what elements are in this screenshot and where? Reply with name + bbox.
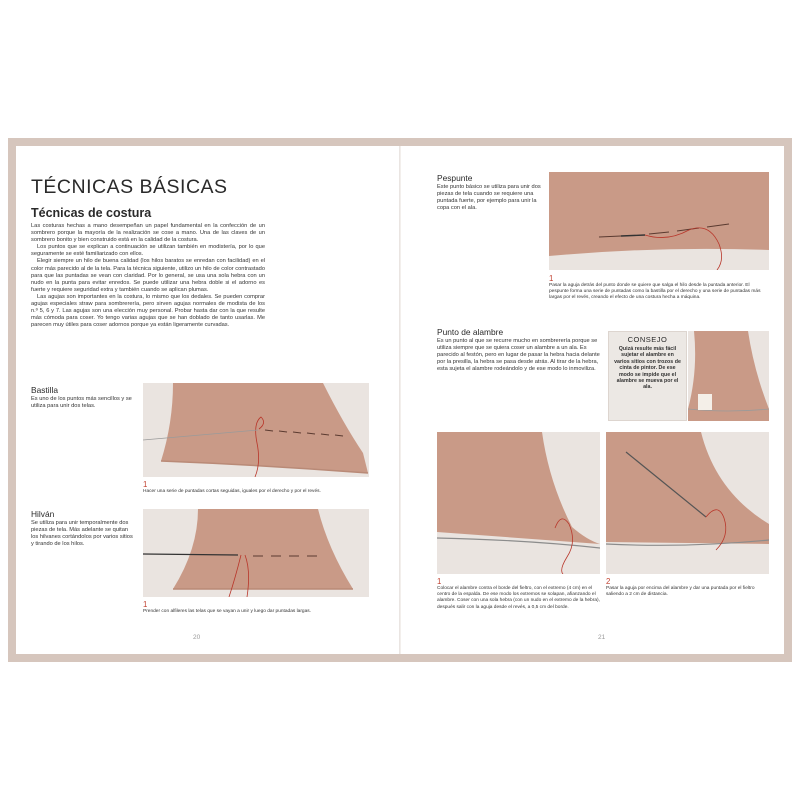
intro-paragraph: Los puntos que se explican a continuación se utilizan también en modistería, por lo que seguramente se esté familiarizado con ellos. <box>31 244 265 258</box>
alambre-text: Es un punto al que se recurre mucho en sombrerería porque se utiliza siempre que se quiera coser un alambre a un ala. Es parecido al festón, pero en lugar de pasar la hebra hacia delante por la presilla, la hebra se pasa desde atrás. Al tirar de la hebra, esta sujeta el alambre rodeándolo y de ese modo lo inmoviliza. <box>437 338 600 373</box>
pespunte-caption: Pasar la aguja detrás del punto donde se quiere que salga el hilo desde la puntada anterior. El pespunte forma una serie de puntadas como la bastilla por el derecho y una serie de puntadas más largas por el revés, creando el efecto de una costura hecha a máquina. <box>549 283 761 301</box>
page-number-left: 20 <box>193 634 201 641</box>
hilvan-caption: Prender con alfileres las telas que se vayan a unir y luego dar puntadas largas. <box>143 609 311 614</box>
intro-paragraph: Las costuras hechas a mano desempeñan un papel fundamental en la confección de un sombrero porque la mayoría de la realización se cose a mano. Una de las claves de un sombrero bonito y bien construido está en la calidad de la costura. <box>31 223 265 244</box>
bastilla-photo <box>143 383 369 477</box>
intro-paragraph: Elegir siempre un hilo de buena calidad (los hilos baratos se enredan con facilidad) en el color más parecido al de la tela. Para la técnica siguiente, utilizo un hilo de color contrastado para que las puntadas se vean con claridad. Por lo general, se usa una sola hebra con un nudo en la punta para evitar enredos. Se puede utilizar una hebra doble si el adorno es fuerte y requiere seguridad extra y también cuando se aplican plumas. <box>31 258 265 293</box>
bastilla-heading: Bastilla <box>31 385 58 395</box>
hilvan-step-number: 1 <box>143 600 148 609</box>
alambre-caption-2: Pasar la aguja por encima del alambre y dar una puntada por el fieltro saliendo a 2 cm de distancia. <box>606 586 755 598</box>
pespunte-photo <box>549 172 769 270</box>
tip-box <box>608 331 687 421</box>
hilvan-heading: Hilván <box>31 509 55 519</box>
pespunte-text: Este punto básico se utiliza para unir dos piezas de tela cuando se requiere una puntada fuerte, por ejemplo para unir la copa con el ala. <box>437 184 541 212</box>
page-title: TÉCNICAS BÁSICAS <box>31 176 228 198</box>
pespunte-step-number: 1 <box>549 274 554 283</box>
hilvan-photo <box>143 509 369 597</box>
book-spine <box>399 146 401 654</box>
tip-text: Quizá resulte más fácil sujetar el alambre en varios sitios con trozos de cinta de pintor. De ese modo se impide que el alambre se mueva por el ala. <box>614 346 681 391</box>
tip-title: CONSEJO <box>627 335 668 344</box>
intro-text <box>31 223 265 329</box>
alambre-step-number-1: 1 <box>437 577 442 586</box>
page-number-right: 21 <box>598 634 606 641</box>
alambre-caption-1: Colocar el alambre contra el borde del fieltro, con el extremo (4 cm) en el centro de la espalda. De ese modo los extremos se solapan, afianzando el alambre. Coser con una sola hebra (con un nudo en el extremo de la hebra), después salir con la aguja desde el revés, a 0,5 cm del borde. <box>437 586 600 610</box>
alambre-photo-1 <box>437 432 600 574</box>
bastilla-step-number: 1 <box>143 480 148 489</box>
section-subtitle: Técnicas de costura <box>31 206 152 220</box>
alambre-heading: Punto de alambre <box>437 327 504 337</box>
bastilla-text: Es uno de los puntos más sencillos y se utiliza para unir dos telas. <box>31 396 132 410</box>
bastilla-caption: Hacer una serie de puntadas cortas seguidas, iguales por el derecho y por el revés. <box>143 489 321 494</box>
intro-paragraph: Las agujas son importantes en la costura, lo mismo que los dedales. Se pueden comprar agujas especiales straw para sombrerería, pero sirven agujas normales de modista de los n.º 5, 6 y 7. Las agujas son una elección muy personal. Probar hasta dar con la que resulte más cómoda para coser. Yo tengo varias agujas que se han doblado de tanto usarlas. Me parecen muy útiles para coser adornos porque ya están ligeramente curvadas. <box>31 293 265 329</box>
alambre-step-number-2: 2 <box>606 577 611 586</box>
tip-photo <box>688 331 769 421</box>
alambre-photo-2 <box>606 432 769 574</box>
hilvan-text: Se utiliza para unir temporalmente dos piezas de tela. Más adelante se quitan los hilvanes cortándolos por varios sitios y tirando de los hilos. <box>31 520 133 548</box>
pespunte-heading: Pespunte <box>437 173 473 183</box>
